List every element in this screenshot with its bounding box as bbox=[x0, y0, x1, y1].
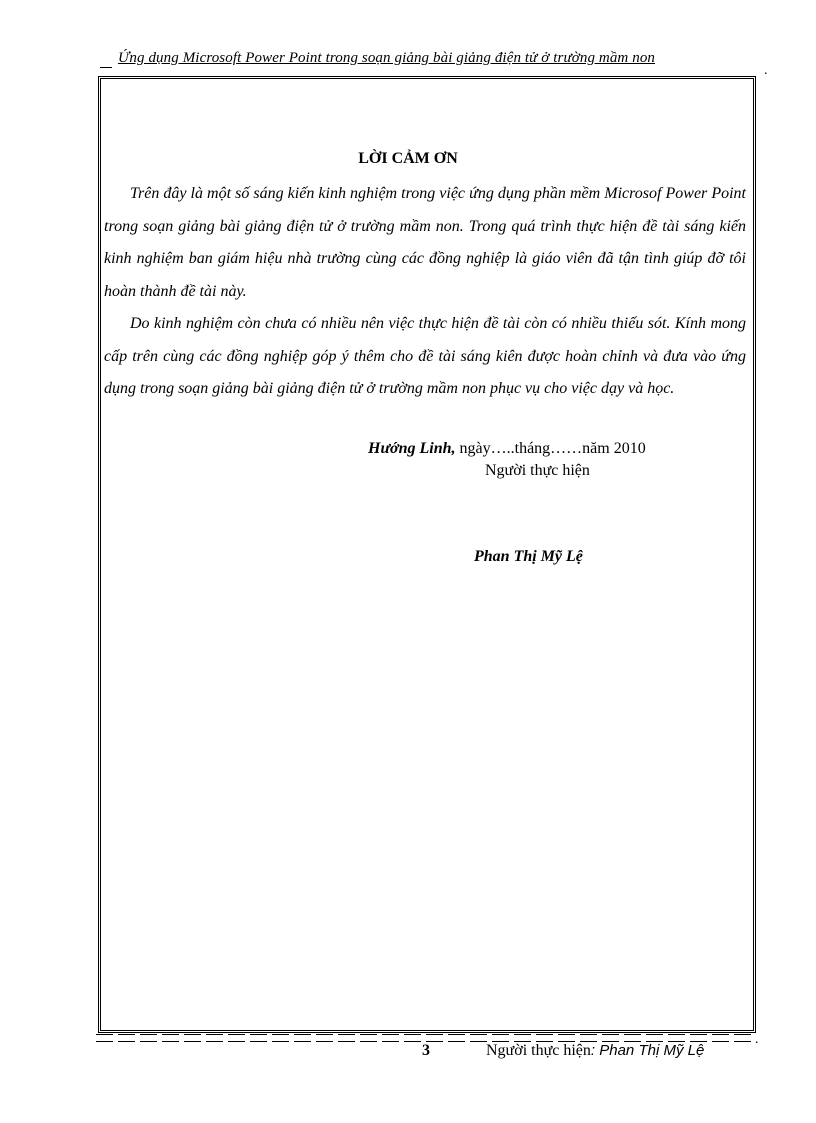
footer-dash bbox=[206, 1034, 223, 1035]
footer-dash bbox=[426, 1034, 443, 1035]
footer-dash bbox=[470, 1041, 487, 1042]
footer-dot: . bbox=[755, 1032, 759, 1047]
footer-dash bbox=[492, 1034, 509, 1035]
document-heading: LỜI CẢM ƠN bbox=[358, 150, 458, 167]
header-dot: . bbox=[764, 63, 768, 78]
footer-dash bbox=[140, 1041, 157, 1042]
footer-dash bbox=[448, 1034, 465, 1035]
footer-dash bbox=[272, 1034, 289, 1035]
footer-dash bbox=[536, 1034, 553, 1035]
footer-dash bbox=[250, 1034, 267, 1035]
footer-dash bbox=[558, 1034, 575, 1035]
footer-dash bbox=[316, 1034, 333, 1035]
footer-dash bbox=[470, 1034, 487, 1035]
footer-dash bbox=[228, 1041, 245, 1042]
header-title: Ứng dụng Microsoft Power Point trong soạn giảng bài giảng điện tử ở trường mầm non bbox=[118, 50, 656, 66]
footer-author-name: : Phan Thị Mỹ Lệ bbox=[590, 1042, 705, 1059]
signature-date: ngày…..tháng……năm 2010 bbox=[455, 440, 646, 457]
footer-author-label: Người thực hiện bbox=[486, 1042, 591, 1059]
footer-dash bbox=[646, 1034, 663, 1035]
page-number: 3 bbox=[422, 1042, 430, 1059]
footer-dash bbox=[668, 1034, 685, 1035]
footer-dash bbox=[162, 1034, 179, 1035]
footer-dash bbox=[294, 1041, 311, 1042]
header-dash bbox=[100, 67, 112, 68]
signature-name: Phan Thị Mỹ Lệ bbox=[474, 548, 583, 565]
paragraph: Do kinh nghiệm còn chưa có nhiều nên việc thực hiện đề tài còn có nhiều thiếu sót. Kính mong cấp trên cùng các đồng nghiệp góp ý thêm cho đề tài sáng kiên được hoàn chỉnh và đưa vào ứng dụng trong soạn giảng bài giảng điện tử ở trường mầm non phục vụ cho việc dạy và học. bbox=[104, 315, 746, 397]
footer-dash bbox=[316, 1041, 333, 1042]
footer-dash bbox=[360, 1041, 377, 1042]
footer-dash bbox=[514, 1034, 531, 1035]
signature-place-date bbox=[368, 440, 646, 458]
footer-dash bbox=[118, 1034, 135, 1035]
footer-dash bbox=[96, 1034, 113, 1035]
footer-dash bbox=[184, 1034, 201, 1035]
footer-dash bbox=[96, 1041, 113, 1042]
footer-dash bbox=[184, 1041, 201, 1042]
footer-dash bbox=[250, 1041, 267, 1042]
footer-dash bbox=[580, 1034, 597, 1035]
footer-dash bbox=[712, 1041, 729, 1042]
footer-dash bbox=[690, 1034, 707, 1035]
footer-dash bbox=[162, 1041, 179, 1042]
footer-dash bbox=[228, 1034, 245, 1035]
footer-dash bbox=[404, 1034, 421, 1035]
footer-dash bbox=[294, 1034, 311, 1035]
signature-role: Người thực hiện bbox=[485, 462, 590, 479]
footer-dash bbox=[734, 1034, 751, 1035]
signature-place: Hướng Linh, bbox=[368, 440, 456, 457]
footer-dash bbox=[602, 1034, 619, 1035]
footer-dash bbox=[734, 1041, 751, 1042]
page-header bbox=[100, 50, 768, 78]
footer-dash bbox=[272, 1041, 289, 1042]
footer-dash bbox=[118, 1041, 135, 1042]
footer-dash bbox=[382, 1034, 399, 1035]
footer-dash bbox=[382, 1041, 399, 1042]
footer-dash bbox=[338, 1034, 355, 1035]
document-body bbox=[104, 178, 746, 406]
footer-dash bbox=[448, 1041, 465, 1042]
footer-dash bbox=[338, 1041, 355, 1042]
footer-dash bbox=[624, 1034, 641, 1035]
footer-dash bbox=[360, 1034, 377, 1035]
footer-dash bbox=[712, 1034, 729, 1035]
footer-dash bbox=[206, 1041, 223, 1042]
paragraph: Trên đây là một số sáng kiến kinh nghiệm trong việc ứng dụng phần mềm Microsof Power Point trong soạn giảng bài giảng điện tử ở trường mầm non. Trong quá trình thực hiện đề tài sáng kiến kinh nghiệm ban giám hiệu nhà trường cùng các đồng nghiệp là giáo viên đã tận tình giúp đỡ tôi hoàn thành đề tài này. bbox=[104, 185, 746, 300]
footer-dash bbox=[404, 1041, 421, 1042]
footer-author bbox=[486, 1042, 704, 1060]
footer-dash bbox=[140, 1034, 157, 1035]
